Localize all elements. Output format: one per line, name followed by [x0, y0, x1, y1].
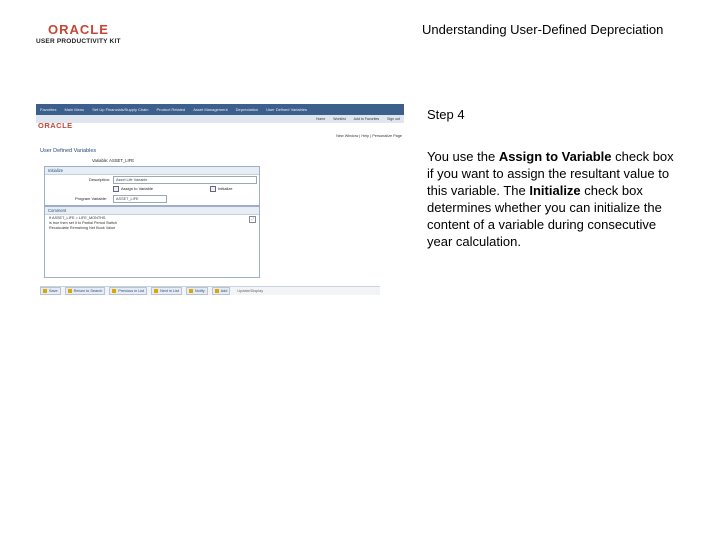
page-links[interactable]: New Window | Help | Personalize Page [336, 134, 402, 138]
desc-text: check box if you want to assign the resultant value to this variable. The [427, 149, 674, 198]
next-label: Next in List [160, 289, 179, 293]
nav-worklist-link[interactable]: Worklist [333, 117, 346, 121]
step-description [427, 148, 682, 250]
initialize-label: Initialize [218, 186, 233, 192]
save-icon [43, 289, 47, 293]
nav-item[interactable]: Depreciation [235, 107, 259, 112]
nav-item[interactable]: Favorites [40, 107, 57, 112]
desc-bold-assign: Assign to Variable [498, 149, 612, 164]
application-screenshot [36, 104, 404, 300]
assign-label: Assign to Variable [121, 186, 153, 192]
desc-bold-initialize: Initialize [529, 183, 581, 198]
comment-line: Recalculate Remaining Net Book Value [49, 226, 116, 230]
desc-text: check box determines whether you can initialize the content of a variable during consecutive year calculation. [427, 183, 662, 249]
variable-row [92, 158, 134, 163]
initialize-group [44, 166, 260, 206]
add-label: Add [220, 289, 228, 293]
checkbox-icon [210, 186, 216, 192]
oracle-upk-logo [36, 22, 126, 48]
desc-text: You use the [427, 149, 499, 164]
expand-icon[interactable]: ⤢ [249, 216, 256, 223]
logo-brand: ORACLE [48, 22, 109, 37]
description-field[interactable]: Asset Life Variable [113, 176, 257, 184]
nav-favorites-link[interactable]: Add to Favorites [353, 117, 380, 121]
initialize-checkbox[interactable] [210, 186, 232, 192]
document-title: Understanding User-Defined Depreciation [422, 22, 664, 37]
previous-label: Previous in List [118, 289, 145, 293]
previous-in-list-button[interactable] [109, 287, 147, 295]
next-in-list-button[interactable] [151, 287, 182, 295]
program-variable-field[interactable]: ASSET_LIFE [113, 195, 167, 203]
initialize-header: Initialize [45, 167, 259, 175]
app-logo: ORACLE [38, 121, 73, 130]
step-heading: Step 4 [427, 107, 465, 122]
return-label: Return to Search [73, 289, 103, 293]
save-label: Save [49, 289, 58, 293]
add-button[interactable] [212, 287, 231, 295]
nav-item[interactable]: Main Menu [64, 107, 85, 112]
page-toolbar [40, 286, 380, 295]
nav-signout-link[interactable]: Sign out [387, 117, 400, 121]
return-to-search-button[interactable] [65, 287, 106, 295]
menu-navbar [36, 104, 404, 115]
update-display-link[interactable]: Update/Display [237, 289, 264, 293]
nav-item[interactable]: Set Up Financials/Supply Chain [92, 107, 149, 112]
universal-nav [36, 115, 404, 123]
page-title: User Defined Variables [40, 148, 97, 154]
program-variable-label: Program Variable: [75, 196, 107, 201]
assign-to-variable-checkbox[interactable] [113, 186, 153, 192]
nav-item[interactable]: Asset Management [193, 107, 228, 112]
plus-icon [215, 289, 219, 293]
variable-label: Variable: [92, 158, 109, 163]
comment-group [44, 206, 260, 278]
search-icon [68, 289, 72, 293]
description-label: Description: [89, 177, 111, 182]
notify-button[interactable] [186, 287, 208, 295]
logo-product: USER PRODUCTIVITY KIT [36, 38, 121, 45]
nav-item[interactable]: User Defined Variables [266, 107, 307, 112]
notify-label: Notify [194, 289, 205, 293]
comment-textarea[interactable] [49, 216, 239, 231]
nav-home-link[interactable]: Home [315, 117, 326, 121]
variable-value: ASSET_LIFE [109, 158, 135, 163]
comment-header: Comment [45, 207, 259, 215]
checkbox-icon [113, 186, 119, 192]
nav-item[interactable]: Product Related [156, 107, 186, 112]
comment-line: is true then set it to Partial Period Switch [49, 221, 118, 225]
arrow-up-icon [112, 289, 116, 293]
save-button[interactable] [40, 287, 61, 295]
mail-icon [189, 289, 193, 293]
arrow-down-icon [154, 289, 158, 293]
comment-line: If ASSET_LIFE = LIFE_MONTHS [49, 216, 106, 220]
